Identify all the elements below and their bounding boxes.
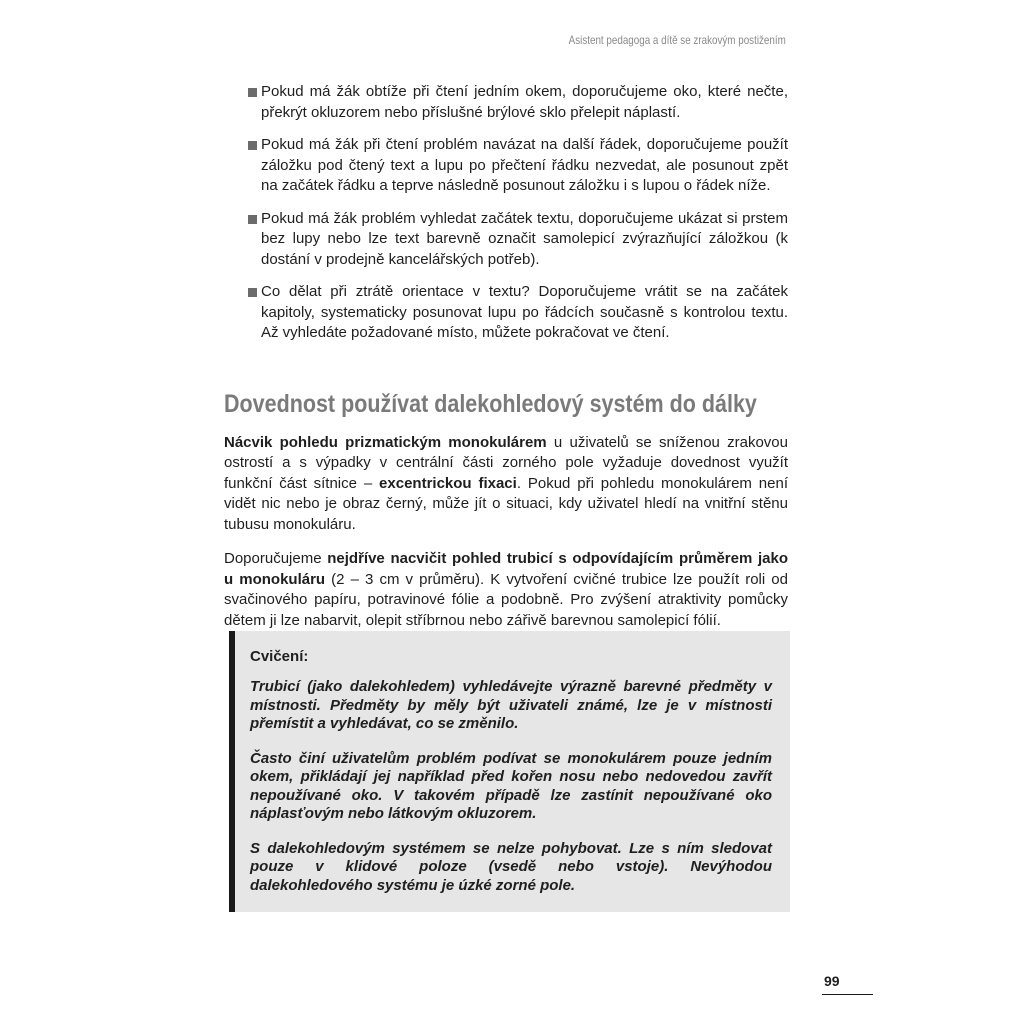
list-item: [224, 135, 788, 197]
exercise-box: [229, 631, 790, 912]
exercise-paragraph: S dalekohledovým systémem se nelze pohybovat. Lze s ním sledovat pouze v klidové poloze (vsedě nebo vstoje). Nevýhodou dalekohledového systému je úzké zorné pole.: [250, 839, 772, 894]
exercise-title: Cvičení:: [250, 648, 309, 665]
square-bullet-icon: [248, 215, 257, 224]
paragraph-text: (2 – 3 cm v průměru). K vytvoření cvičné trubice lze použít roli od svačinového papíru, potravinové fólie a podobně. Pro zvýšení atraktivity pomůcky dětem ji lze nabarvit, olepit stříbrnou nebo zářivě barevnou samolepicí fólií.: [224, 570, 788, 629]
paragraph-text: Doporučujeme: [224, 550, 328, 567]
bullet-list: [224, 82, 788, 344]
square-bullet-icon: [248, 288, 257, 297]
exercise-paragraph: Často činí uživatelům problém podívat se monokulárem pouze jedním okem, přikládají jej například před kořen nosu nebo nedovedou zavřít nepoužívané oko. V takovém případě lze zastínit nepoužívané oko náplasťovým nebo látkovým okluzorem.: [250, 749, 772, 822]
exercise-paragraph: Trubicí (jako dalekohledem) vyhledávejte výrazně barevné předměty v místnosti. Předměty by měly být uživateli známé, lze je v místnosti přemístit a vyhledávat, co se změnilo.: [250, 678, 772, 732]
paragraph-text: u uživatelů se sníženou zrakovou ostrostí a s výpadky v centrální části zorného pole vyžaduje dovednost využít funkční část sítnice –: [224, 433, 788, 492]
page-content: [224, 82, 788, 631]
page-number-rule: [822, 994, 873, 995]
square-bullet-icon: [248, 141, 257, 150]
body-paragraph: [224, 549, 788, 631]
list-item: [224, 82, 788, 123]
body-paragraph: [224, 433, 788, 536]
section-heading: Dovednost používat dalekohledový systém do dálky: [224, 389, 757, 418]
list-item: [224, 282, 788, 344]
list-item-text: Pokud má žák problém vyhledat začátek textu, doporučujeme ukázat si prstem bez lupy nebo lze text barevně označit samolepicí zvýrazňující záložkou (k dostání v prodejně kancelářských potřeb).: [261, 209, 788, 268]
paragraph-text: . Pokud při pohledu monokulárem není vidět nic nebo je obraz černý, může jít o situaci, kdy uživatel hledí na vnitřní stěnu tubusu monokuláru.: [224, 474, 788, 533]
bold-phrase: nejdříve nacvičit pohled trubicí s odpovídajícím průměrem jako u monokuláru: [224, 550, 789, 588]
list-item-text: Co dělat při ztrátě orientace v textu? Doporučujeme vrátit se na začátek kapitoly, systematicky posunovat lupu po řádcích současně s kontrolou textu. Až vyhledáte požadované místo, můžete pokračovat ve čtení.: [261, 283, 788, 341]
list-item-text: Pokud má žák obtíže při čtení jedním okem, doporučujeme oko, které nečte, překrýt okluzorem nebo příslušné brýlové sklo přelepit náplastí.: [261, 83, 788, 121]
bold-phrase: Nácvik pohledu prizmatickým monokulárem: [224, 433, 547, 451]
page-number: 99: [824, 973, 840, 989]
list-item-text: Pokud má žák při čtení problém navázat na další řádek, doporučujeme použít záložku pod čtený text a lupu po přečtení řádku nezvedat, ale posunout zpět na začátek řádku a teprve následně posunout záložku i s lupou o řádek níže.: [261, 136, 788, 194]
bold-phrase: excentrickou fixaci: [379, 474, 517, 492]
running-head: Asistent pedagoga a dítě se zrakovým postižením: [568, 33, 786, 47]
square-bullet-icon: [248, 88, 257, 97]
list-item: [224, 209, 788, 271]
